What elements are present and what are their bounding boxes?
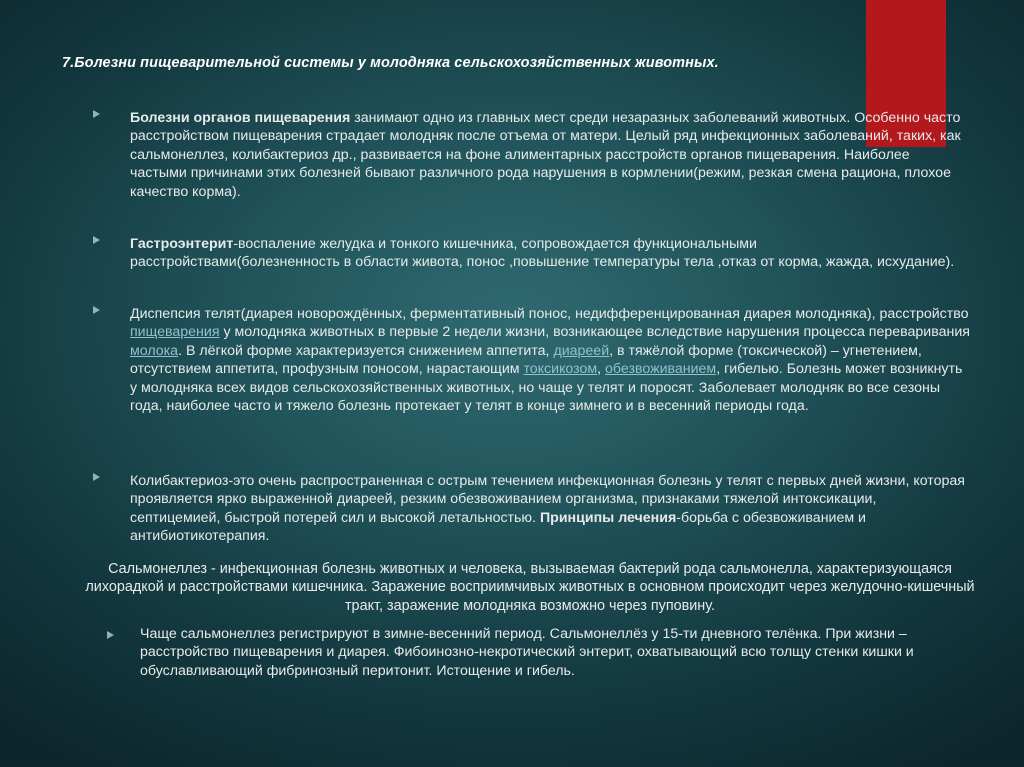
salmonellosis-paragraph: Сальмонеллез - инфекционная болезнь животных и человека, вызываемая бактерий рода сальмонелла, характеризующаяся лихорадкой и расстройствами кишечника. Заражение восприимчивых животных в основном происходит через желудочно-кишечный тракт, заражение молодняка возможно через пуповину. (85, 561, 975, 614)
bullet-salmonellosis-season (140, 625, 980, 680)
bullet-text: , (597, 361, 606, 378)
link-diarrhea[interactable]: диареей (553, 342, 610, 359)
bullet-bold-term: Принципы лечения (539, 509, 677, 526)
bullet-text: занимают одно из главных мест среди незаразных заболеваний животных. Особенно часто расстройством пищеварения страдает молодняк после отъема от матери. Целый ряд инфекционных заболеваний, таких, как сальмонеллез, колибактериоз др., развивается на фоне алиментарных расстройств органов пищеварения. Наиболее частыми причинами этих болезней бывают различного рода нарушения в кормлении(режим, резкая смена рациона, плохое качество корма). (130, 110, 961, 200)
bullet-text: . В лёгкой форме характеризуется снижением аппетита, (178, 342, 554, 359)
triangle-bullet-icon (93, 306, 100, 314)
bullet-digestive-diseases (130, 109, 970, 201)
triangle-bullet-icon (107, 631, 114, 639)
bullet-text: Диспепсия телят(диарея новорождённых, ферментативный понос, недифференцированная диарея молодняка), расстройство (130, 306, 969, 322)
triangle-bullet-icon (93, 473, 100, 481)
link-dehydration[interactable]: обезвоживанием (605, 361, 717, 378)
bullet-gastroenteritis (130, 235, 970, 272)
link-toxicosis[interactable]: токсикозом (523, 361, 598, 378)
bullet-bold-term: Болезни органов пищеварения (130, 110, 351, 126)
slide-title: 7.Болезни пищеварительной системы у молодняка сельскохозяйственных животных. (62, 55, 719, 71)
bullet-text: у молодняка животных в первые 2 недели жизни, возникающее вследствие нарушения процесса переваривания (219, 324, 970, 341)
bullet-text: Колибактериоз-это очень распространенная с острым течением инфекционная болезнь у телят с первых дней жизни, которая проявляется ярко выраженной диареей, резким обезвоживанием организма, признаками тяжелой интоксикации, септицемией, быстрой потерей сил и высокой летальностью. (130, 473, 965, 526)
bullet-text: Чаще сальмонеллез регистрируют в зимне-весенний период. Сальмонеллёз у 15-ти дневного телёнка. При жизни – расстройство пищеварения и диарея. Фибоинозно-некротический энтерит, охватывающий всю толщу стенки кишки и обуславливающий фибринозный перитонит. Истощение и гибель. (140, 626, 914, 679)
bullet-dyspepsia (130, 305, 970, 415)
bullet-text: -воспаление желудка и тонкого кишечника, сопровождается функциональными расстройствами(болезненность в области живота, понос ,повышение температуры тела ,отказ от корма, жажда, исхудание). (130, 236, 955, 271)
bullet-text: -борьба с обезвоживанием и антибиотикотерапия. (130, 509, 866, 545)
triangle-bullet-icon (93, 236, 100, 244)
bullet-text: , гибелью. Болезнь может возникнуть у молодняка всех видов сельскохозяйственных животных, но чаще у телят и поросят. Заболевает молодняк во все сезоны года, наиболее часто и тяжело болезнь протекает у телят в конце зимнего и в весенний периоды года. (130, 361, 963, 415)
link-milk[interactable]: молока (130, 342, 179, 359)
triangle-bullet-icon (93, 110, 100, 118)
bullet-bold-term: Гастроэнтерит (130, 236, 234, 252)
bullet-text: , в тяжёлой форме (токсической) – угнетением, отсутствием аппетита, профузным поносом, нарастающим (130, 342, 922, 378)
link-digestion[interactable]: пищеварения (130, 324, 220, 341)
bullet-colibacillosis (130, 472, 970, 546)
